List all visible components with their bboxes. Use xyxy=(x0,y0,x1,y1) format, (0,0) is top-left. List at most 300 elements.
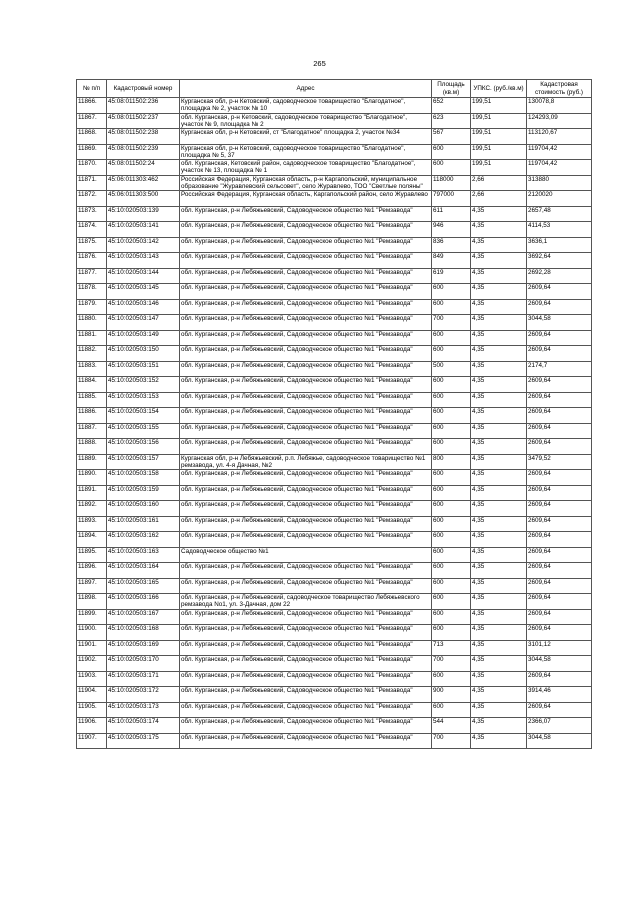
cell-upks: 4,35 xyxy=(471,377,527,393)
cell-row-number: 11903. xyxy=(77,671,107,687)
table-row xyxy=(77,470,592,486)
cell-row-number: 11870. xyxy=(77,160,107,176)
table-row xyxy=(77,547,592,563)
table-row xyxy=(77,640,592,656)
cell-area: 700 xyxy=(432,656,471,672)
cell-area: 600 xyxy=(432,392,471,408)
cell-cadastral-number: 45:10:020503:145 xyxy=(107,284,180,300)
cell-cadastral-number: 45:10:020503:154 xyxy=(107,408,180,424)
cell-row-number: 11868. xyxy=(77,129,107,145)
cell-upks: 4,35 xyxy=(471,547,527,563)
table-row xyxy=(77,408,592,424)
cell-area: 600 xyxy=(432,516,471,532)
cell-upks: 4,35 xyxy=(471,656,527,672)
table-row xyxy=(77,718,592,734)
cell-cadastral-cost: 2609,64 xyxy=(527,532,592,548)
cell-address: обл. Курганская, р-н Лебяжьевский, Садоводческое общество №1 "Ремзавода" xyxy=(180,625,432,641)
cell-area: 797000 xyxy=(432,191,471,207)
cell-row-number: 11888. xyxy=(77,439,107,455)
table-row xyxy=(77,222,592,238)
cell-row-number: 11887. xyxy=(77,423,107,439)
table-row xyxy=(77,237,592,253)
cell-row-number: 11871. xyxy=(77,175,107,191)
cell-cadastral-cost: 2609,64 xyxy=(527,439,592,455)
cell-address: обл. Курганская, р-н Лебяжьевский, садоводческое товарищество Лебяжьевского ремзавода No1, ул. 3-Дачная, дом 22 xyxy=(180,594,432,610)
cell-cadastral-cost: 2120020 xyxy=(527,191,592,207)
cell-row-number: 11867. xyxy=(77,113,107,129)
cell-upks: 4,35 xyxy=(471,501,527,517)
cell-upks: 4,35 xyxy=(471,609,527,625)
cell-cadastral-number: 45:10:020503:164 xyxy=(107,563,180,579)
cell-cadastral-cost: 2609,64 xyxy=(527,377,592,393)
table-row xyxy=(77,144,592,160)
cell-cadastral-cost: 3044,58 xyxy=(527,315,592,331)
cell-upks: 2,66 xyxy=(471,191,527,207)
cell-upks: 4,35 xyxy=(471,733,527,749)
table-row xyxy=(77,702,592,718)
cell-cadastral-number: 45:10:020503:139 xyxy=(107,206,180,222)
cell-cadastral-number: 45:10:020503:173 xyxy=(107,702,180,718)
cell-row-number: 11866. xyxy=(77,98,107,114)
cell-cadastral-number: 45:10:020503:158 xyxy=(107,470,180,486)
table-row xyxy=(77,392,592,408)
cell-cadastral-number: 45:10:020503:167 xyxy=(107,609,180,625)
cell-upks: 4,35 xyxy=(471,532,527,548)
cell-cadastral-number: 45:10:020503:169 xyxy=(107,640,180,656)
cell-row-number: 11902. xyxy=(77,656,107,672)
cell-upks: 4,35 xyxy=(471,470,527,486)
cell-row-number: 11879. xyxy=(77,299,107,315)
cell-area: 600 xyxy=(432,408,471,424)
cell-address: обл. Курганская, р-н Кетовский, садоводческое товарищество "Благодатное", участок № 9, площадка № 2 xyxy=(180,113,432,129)
table-row xyxy=(77,284,592,300)
cell-area: 652 xyxy=(432,98,471,114)
cell-cadastral-cost: 2609,64 xyxy=(527,594,592,610)
cell-cadastral-number: 45:10:020503:143 xyxy=(107,253,180,269)
cell-upks: 4,35 xyxy=(471,408,527,424)
cell-upks: 199,51 xyxy=(471,98,527,114)
cell-area: 600 xyxy=(432,671,471,687)
cell-cadastral-number: 45:10:020503:149 xyxy=(107,330,180,346)
cell-upks: 2,66 xyxy=(471,175,527,191)
table-row xyxy=(77,609,592,625)
cell-cadastral-cost: 2609,64 xyxy=(527,609,592,625)
cell-area: 600 xyxy=(432,423,471,439)
table-row xyxy=(77,532,592,548)
table-row xyxy=(77,563,592,579)
cell-upks: 4,35 xyxy=(471,392,527,408)
cell-cadastral-number: 45:06:011303:462 xyxy=(107,175,180,191)
cell-cadastral-number: 45:10:020503:156 xyxy=(107,439,180,455)
cell-area: 600 xyxy=(432,609,471,625)
cell-cadastral-number: 45:08:011502:236 xyxy=(107,98,180,114)
cell-address: обл. Курганская, р-н Лебяжьевский, Садоводческое общество №1 "Ремзавода" xyxy=(180,284,432,300)
cell-upks: 4,35 xyxy=(471,702,527,718)
cell-cadastral-cost: 2609,64 xyxy=(527,563,592,579)
cell-cadastral-number: 45:10:020503:146 xyxy=(107,299,180,315)
cell-upks: 4,35 xyxy=(471,485,527,501)
cell-upks: 4,35 xyxy=(471,671,527,687)
cell-cadastral-number: 45:10:020503:151 xyxy=(107,361,180,377)
cell-row-number: 11886. xyxy=(77,408,107,424)
cell-cadastral-cost: 4114,53 xyxy=(527,222,592,238)
cell-address: обл. Курганская, р-н Лебяжьевский, Садоводческое общество №1 "Ремзавода" xyxy=(180,361,432,377)
cell-cadastral-number: 45:10:020503:160 xyxy=(107,501,180,517)
table-row xyxy=(77,377,592,393)
cell-area: 118000 xyxy=(432,175,471,191)
cell-area: 800 xyxy=(432,454,471,470)
cell-cadastral-number: 45:10:020503:170 xyxy=(107,656,180,672)
cell-cadastral-number: 45:10:020503:153 xyxy=(107,392,180,408)
cell-cadastral-number: 45:10:020503:166 xyxy=(107,594,180,610)
cell-row-number: 11905. xyxy=(77,702,107,718)
cell-address: обл. Курганская, р-н Лебяжьевский, Садоводческое общество №1 "Ремзавода" xyxy=(180,532,432,548)
cell-address: обл. Курганская, р-н Лебяжьевский, Садоводческое общество №1 "Ремзавода" xyxy=(180,733,432,749)
cell-address: обл. Курганская, р-н Лебяжьевский, Садоводческое общество №1 "Ремзавода" xyxy=(180,392,432,408)
table-row xyxy=(77,733,592,749)
table-row xyxy=(77,315,592,331)
table-row xyxy=(77,191,592,207)
cell-address: обл. Курганская, р-н Лебяжьевский, Садоводческое общество №1 "Ремзавода" xyxy=(180,268,432,284)
cell-upks: 4,35 xyxy=(471,330,527,346)
cell-cadastral-cost: 2174,7 xyxy=(527,361,592,377)
cell-address: обл. Курганская, р-н Лебяжьевский, Садоводческое общество №1 "Ремзавода" xyxy=(180,485,432,501)
cell-address: Садоводческое общество №1 xyxy=(180,547,432,563)
cell-row-number: 11904. xyxy=(77,687,107,703)
cell-address: обл. Курганская, р-н Лебяжьевский, Садоводческое общество №1 "Ремзавода" xyxy=(180,439,432,455)
cell-upks: 4,35 xyxy=(471,640,527,656)
cell-area: 600 xyxy=(432,578,471,594)
cell-upks: 4,35 xyxy=(471,625,527,641)
table-row xyxy=(77,687,592,703)
header-upks: УПКС. (руб./кв.м) xyxy=(471,80,527,98)
cell-cadastral-number: 45:10:020503:155 xyxy=(107,423,180,439)
cell-address: обл. Курганская, р-н Лебяжьевский, Садоводческое общество №1 "Ремзавода" xyxy=(180,377,432,393)
cell-cadastral-number: 45:10:020503:157 xyxy=(107,454,180,470)
table-row xyxy=(77,129,592,145)
cell-cadastral-cost: 2609,64 xyxy=(527,299,592,315)
header-area: Площадь (кв.м) xyxy=(432,80,471,98)
cell-address: обл. Курганская, р-н Лебяжьевский, Садоводческое общество №1 "Ремзавода" xyxy=(180,346,432,362)
table-row xyxy=(77,423,592,439)
header-address: Адрес xyxy=(180,80,432,98)
cell-address: обл. Курганская, р-н Лебяжьевский, Садоводческое общество №1 "Ремзавода" xyxy=(180,206,432,222)
cell-area: 600 xyxy=(432,547,471,563)
table-row xyxy=(77,346,592,362)
cell-area: 600 xyxy=(432,625,471,641)
cell-area: 600 xyxy=(432,144,471,160)
cell-cadastral-cost: 3636,1 xyxy=(527,237,592,253)
table-row xyxy=(77,253,592,269)
cell-cadastral-cost: 2609,64 xyxy=(527,547,592,563)
cell-row-number: 11898. xyxy=(77,594,107,610)
cell-row-number: 11891. xyxy=(77,485,107,501)
cell-cadastral-cost: 2609,64 xyxy=(527,516,592,532)
cell-cadastral-cost: 2609,64 xyxy=(527,702,592,718)
table-row xyxy=(77,578,592,594)
cell-row-number: 11906. xyxy=(77,718,107,734)
cell-cadastral-number: 45:10:020503:168 xyxy=(107,625,180,641)
cell-address: обл. Курганская, р-н Лебяжьевский, Садоводческое общество №1 "Ремзавода" xyxy=(180,470,432,486)
cell-area: 500 xyxy=(432,361,471,377)
cell-cadastral-cost: 3044,58 xyxy=(527,733,592,749)
cell-address: Российская Федерация, Курганская область, Каргапольский район, село Журавлево xyxy=(180,191,432,207)
table-row xyxy=(77,656,592,672)
cell-cadastral-cost: 3692,64 xyxy=(527,253,592,269)
cell-row-number: 11899. xyxy=(77,609,107,625)
cell-cadastral-cost: 124293,09 xyxy=(527,113,592,129)
cell-cadastral-cost: 2609,64 xyxy=(527,501,592,517)
cell-cadastral-number: 45:10:020503:144 xyxy=(107,268,180,284)
cell-cadastral-cost: 119704,42 xyxy=(527,160,592,176)
cell-cadastral-number: 45:10:020503:152 xyxy=(107,377,180,393)
cell-row-number: 11872. xyxy=(77,191,107,207)
cell-upks: 4,35 xyxy=(471,718,527,734)
cell-row-number: 11885. xyxy=(77,392,107,408)
cell-row-number: 11877. xyxy=(77,268,107,284)
cell-cadastral-cost: 3044,58 xyxy=(527,656,592,672)
cell-address: обл. Курганская, р-н Лебяжьевский, Садоводческое общество №1 "Ремзавода" xyxy=(180,237,432,253)
page-number: 265 xyxy=(313,59,326,68)
cell-cadastral-number: 45:10:020503:161 xyxy=(107,516,180,532)
cell-row-number: 11900. xyxy=(77,625,107,641)
cell-cadastral-cost: 2609,64 xyxy=(527,346,592,362)
cell-upks: 4,35 xyxy=(471,237,527,253)
cell-address: обл. Курганская, р-н Лебяжьевский, Садоводческое общество №1 "Ремзавода" xyxy=(180,687,432,703)
cell-address: обл. Курганская, р-н Лебяжьевский, Садоводческое общество №1 "Ремзавода" xyxy=(180,501,432,517)
cell-area: 600 xyxy=(432,160,471,176)
cell-area: 700 xyxy=(432,315,471,331)
cell-row-number: 11892. xyxy=(77,501,107,517)
cell-area: 600 xyxy=(432,299,471,315)
cell-cadastral-cost: 2609,64 xyxy=(527,408,592,424)
table-row xyxy=(77,268,592,284)
cell-area: 600 xyxy=(432,439,471,455)
cell-upks: 4,35 xyxy=(471,206,527,222)
cell-row-number: 11880. xyxy=(77,315,107,331)
cell-cadastral-number: 45:08:011502:239 xyxy=(107,144,180,160)
cell-address: обл. Курганская, р-н Лебяжьевский, Садоводческое общество №1 "Ремзавода" xyxy=(180,671,432,687)
cell-row-number: 11882. xyxy=(77,346,107,362)
table-row xyxy=(77,485,592,501)
cell-cadastral-cost: 313880 xyxy=(527,175,592,191)
header-cadastral-cost: Кадастровая стоимость (руб.) xyxy=(527,80,592,98)
cell-address: обл. Курганская, р-н Лебяжьевский, Садоводческое общество №1 "Ремзавода" xyxy=(180,640,432,656)
cell-address: обл. Курганская, р-н Лебяжьевский, Садоводческое общество №1 "Ремзавода" xyxy=(180,563,432,579)
cell-cadastral-cost: 119704,42 xyxy=(527,144,592,160)
table-row xyxy=(77,454,592,470)
cell-row-number: 11873. xyxy=(77,206,107,222)
cell-cadastral-number: 45:08:011502:24 xyxy=(107,160,180,176)
cell-upks: 4,35 xyxy=(471,423,527,439)
cell-area: 600 xyxy=(432,346,471,362)
cell-row-number: 11907. xyxy=(77,733,107,749)
header-cadastral-number: Кадастровый номер xyxy=(107,80,180,98)
cell-address: Курганская обл, р-н Кетовский, садоводческое товарищество "Благодатное", площадка № 5, 37 xyxy=(180,144,432,160)
cell-area: 713 xyxy=(432,640,471,656)
cell-row-number: 11881. xyxy=(77,330,107,346)
cell-area: 544 xyxy=(432,718,471,734)
cell-upks: 4,35 xyxy=(471,299,527,315)
cell-area: 700 xyxy=(432,733,471,749)
cell-cadastral-number: 45:10:020503:147 xyxy=(107,315,180,331)
cell-area: 600 xyxy=(432,501,471,517)
cell-address: обл. Курганская, р-н Лебяжьевский, Садоводческое общество №1 "Ремзавода" xyxy=(180,702,432,718)
cell-cadastral-cost: 130078,8 xyxy=(527,98,592,114)
table-row xyxy=(77,501,592,517)
cell-row-number: 11889. xyxy=(77,454,107,470)
cell-cadastral-cost: 2609,64 xyxy=(527,392,592,408)
cell-cadastral-cost: 2609,64 xyxy=(527,423,592,439)
cell-area: 600 xyxy=(432,702,471,718)
cell-cadastral-number: 45:10:020503:142 xyxy=(107,237,180,253)
cell-area: 836 xyxy=(432,237,471,253)
cell-area: 600 xyxy=(432,485,471,501)
cell-cadastral-cost: 113120,67 xyxy=(527,129,592,145)
cell-area: 600 xyxy=(432,284,471,300)
cadastral-table xyxy=(76,79,592,749)
cell-cadastral-cost: 2609,64 xyxy=(527,578,592,594)
table-row xyxy=(77,330,592,346)
cell-cadastral-number: 45:10:020503:163 xyxy=(107,547,180,563)
cell-cadastral-cost: 2657,48 xyxy=(527,206,592,222)
cell-cadastral-cost: 3101,12 xyxy=(527,640,592,656)
table-row xyxy=(77,206,592,222)
cell-area: 600 xyxy=(432,594,471,610)
cell-row-number: 11876. xyxy=(77,253,107,269)
cell-cadastral-number: 45:08:011502:237 xyxy=(107,113,180,129)
cell-row-number: 11901. xyxy=(77,640,107,656)
cell-area: 611 xyxy=(432,206,471,222)
cell-upks: 4,35 xyxy=(471,454,527,470)
cell-address: обл. Курганская, р-н Лебяжьевский, Садоводческое общество №1 "Ремзавода" xyxy=(180,408,432,424)
cell-upks: 4,35 xyxy=(471,284,527,300)
cell-area: 600 xyxy=(432,470,471,486)
cell-upks: 4,35 xyxy=(471,578,527,594)
cell-cadastral-cost: 3914,46 xyxy=(527,687,592,703)
cell-address: Курганская обл, р-н Кетовский, садоводческое товарищество "Благодатное", площадка № 2, участок № 10 xyxy=(180,98,432,114)
cell-area: 600 xyxy=(432,532,471,548)
cell-upks: 4,35 xyxy=(471,594,527,610)
cell-upks: 4,35 xyxy=(471,361,527,377)
cell-row-number: 11869. xyxy=(77,144,107,160)
cell-cadastral-number: 45:10:020503:141 xyxy=(107,222,180,238)
cell-cadastral-number: 45:10:020503:172 xyxy=(107,687,180,703)
cell-address: обл. Курганская, р-н Лебяжьевский, Садоводческое общество №1 "Ремзавода" xyxy=(180,330,432,346)
table-row xyxy=(77,361,592,377)
cell-cadastral-cost: 2609,64 xyxy=(527,671,592,687)
cell-area: 567 xyxy=(432,129,471,145)
cell-row-number: 11894. xyxy=(77,532,107,548)
cell-cadastral-cost: 2609,64 xyxy=(527,625,592,641)
table-row xyxy=(77,625,592,641)
cell-address: обл. Курганская, р-н Лебяжьевский, Садоводческое общество №1 "Ремзавода" xyxy=(180,423,432,439)
cell-row-number: 11874. xyxy=(77,222,107,238)
cell-cadastral-number: 45:10:020503:175 xyxy=(107,733,180,749)
cell-row-number: 11895. xyxy=(77,547,107,563)
cell-cadastral-cost: 2366,07 xyxy=(527,718,592,734)
cell-area: 600 xyxy=(432,563,471,579)
cell-upks: 199,51 xyxy=(471,129,527,145)
table-row xyxy=(77,299,592,315)
cell-area: 619 xyxy=(432,268,471,284)
cell-address: Российская Федерация, Курганская область, р-н Каргапольский, муниципальное образование "Журавлевский сельсовет", село Журавлево, ТОО "Светлые поляны" xyxy=(180,175,432,191)
cell-upks: 4,35 xyxy=(471,346,527,362)
cell-area: 600 xyxy=(432,377,471,393)
cell-cadastral-number: 45:10:020503:174 xyxy=(107,718,180,734)
cell-address: обл. Курганская, р-н Лебяжьевский, Садоводческое общество №1 "Ремзавода" xyxy=(180,718,432,734)
cell-cadastral-number: 45:10:020503:150 xyxy=(107,346,180,362)
cell-address: обл. Курганская, р-н Лебяжьевский, Садоводческое общество №1 "Ремзавода" xyxy=(180,609,432,625)
cell-address: Курганская обл, р-н Кетовский, ст "Благодатное" площадка 2, участок №34 xyxy=(180,129,432,145)
cell-address: Курганская обл, р-н Лебяжьевский, р.п. Лебяжье, садоводческое товарищество №1 ремзавода, ул. 4-я Дачная, №2 xyxy=(180,454,432,470)
cell-row-number: 11884. xyxy=(77,377,107,393)
cell-row-number: 11883. xyxy=(77,361,107,377)
cell-address: обл. Курганская, р-н Лебяжьевский, Садоводческое общество №1 "Ремзавода" xyxy=(180,578,432,594)
cell-cadastral-cost: 2609,64 xyxy=(527,284,592,300)
cell-upks: 199,51 xyxy=(471,113,527,129)
table-row xyxy=(77,160,592,176)
cell-upks: 4,35 xyxy=(471,563,527,579)
cell-address: обл. Курганская, р-н Лебяжьевский, Садоводческое общество №1 "Ремзавода" xyxy=(180,299,432,315)
cell-cadastral-cost: 2692,28 xyxy=(527,268,592,284)
cell-upks: 4,35 xyxy=(471,687,527,703)
cell-address: обл. Курганская, р-н Лебяжьевский, Садоводческое общество №1 "Ремзавода" xyxy=(180,222,432,238)
cell-upks: 4,35 xyxy=(471,516,527,532)
header-num: № п/п xyxy=(77,80,107,98)
cell-area: 900 xyxy=(432,687,471,703)
cell-row-number: 11878. xyxy=(77,284,107,300)
cell-upks: 4,35 xyxy=(471,315,527,331)
cell-address: обл. Курганская, р-н Лебяжьевский, Садоводческое общество №1 "Ремзавода" xyxy=(180,656,432,672)
cell-cadastral-number: 45:10:020503:165 xyxy=(107,578,180,594)
cell-address: обл. Курганская, р-н Лебяжьевский, Садоводческое общество №1 "Ремзавода" xyxy=(180,315,432,331)
cell-upks: 199,51 xyxy=(471,144,527,160)
cell-cadastral-number: 45:10:020503:162 xyxy=(107,532,180,548)
cell-address: обл. Курганская, р-н Лебяжьевский, Садоводческое общество №1 "Ремзавода" xyxy=(180,253,432,269)
cell-address: обл. Курганская, р-н Лебяжьевский, Садоводческое общество №1 "Ремзавода" xyxy=(180,516,432,532)
cell-upks: 199,51 xyxy=(471,160,527,176)
cell-area: 946 xyxy=(432,222,471,238)
cell-row-number: 11896. xyxy=(77,563,107,579)
table-row xyxy=(77,594,592,610)
table-row xyxy=(77,113,592,129)
cell-cadastral-number: 45:08:011502:238 xyxy=(107,129,180,145)
cell-address: обл. Курганская, Кетовский район, садоводческое товарищество "Благодатное", участок № 13, площадка № 1 xyxy=(180,160,432,176)
table-header-row xyxy=(77,80,592,98)
cell-area: 849 xyxy=(432,253,471,269)
cell-cadastral-number: 45:06:011303:500 xyxy=(107,191,180,207)
cell-row-number: 11897. xyxy=(77,578,107,594)
cell-upks: 4,35 xyxy=(471,222,527,238)
cell-cadastral-cost: 2609,64 xyxy=(527,330,592,346)
cell-upks: 4,35 xyxy=(471,253,527,269)
table-row xyxy=(77,175,592,191)
table-row xyxy=(77,671,592,687)
cell-row-number: 11893. xyxy=(77,516,107,532)
cell-cadastral-cost: 2609,64 xyxy=(527,470,592,486)
cell-cadastral-number: 45:10:020503:159 xyxy=(107,485,180,501)
cell-cadastral-cost: 2609,64 xyxy=(527,485,592,501)
cell-area: 600 xyxy=(432,330,471,346)
cell-cadastral-cost: 3479,52 xyxy=(527,454,592,470)
table-row xyxy=(77,98,592,114)
cell-upks: 4,35 xyxy=(471,439,527,455)
cell-cadastral-number: 45:10:020503:171 xyxy=(107,671,180,687)
cell-row-number: 11875. xyxy=(77,237,107,253)
cell-upks: 4,35 xyxy=(471,268,527,284)
cell-row-number: 11890. xyxy=(77,470,107,486)
